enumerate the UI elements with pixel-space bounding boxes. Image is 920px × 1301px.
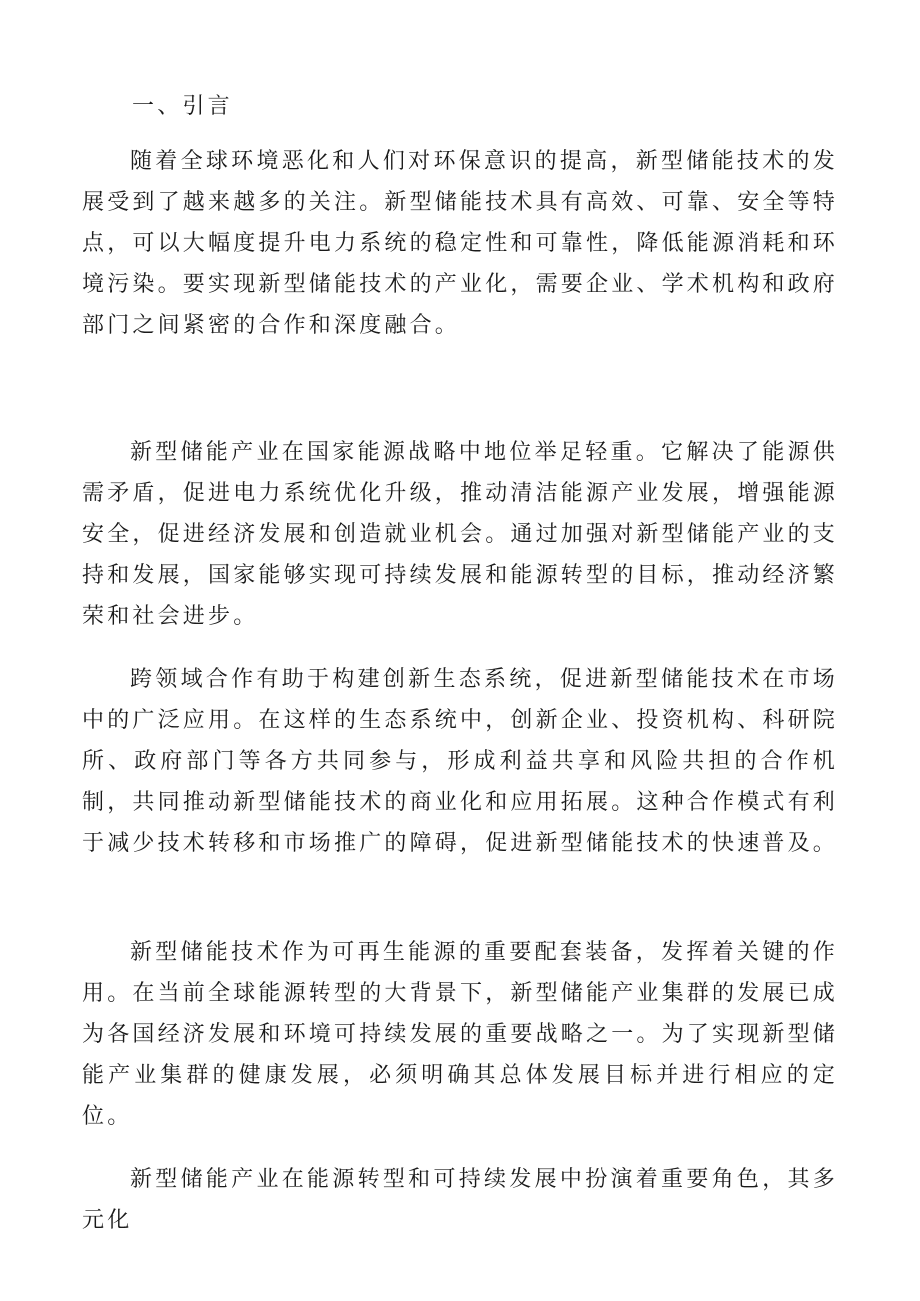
paragraph-5: 新型储能产业在能源转型和可持续发展中扮演着重要角色，其多元化 xyxy=(82,1167,838,1233)
paragraph-4: 新型储能技术作为可再生能源的重要配套装备，发挥着关键的作用。在当前全球能源转型的大背景下，新型储能产业集群的发展已成为各国经济发展和环境可持续发展的重要战略之一。为了实现新型储能产业集群的健康发展，必须明确其总体发展目标并进行相应的定位。 xyxy=(82,940,839,1129)
section-heading: 一、引言 xyxy=(132,94,233,119)
paragraph-1: 随着全球环境恶化和人们对环保意识的提高，新型储能技术的发展受到了越来越多的关注。新型储能技术具有高效、可靠、安全等特点，可以大幅度提升电力系统的稳定性和可靠性，降低能源消耗和环境污染。要实现新型储能技术的产业化，需要企业、学术机构和政府部门之间紧密的合作和深度融合。 xyxy=(82,149,839,338)
paragraph-3: 跨领域合作有助于构建创新生态系统，促进新型储能技术在市场中的广泛应用。在这样的生态系统中，创新企业、投资机构、科研院所、政府部门等各方共同参与，形成利益共享和风险共担的合作机制，共同推动新型储能技术的商业化和应用拓展。这种合作模式有利于减少技术转移和市场推广的障碍，促进新型储能技术的快速普及。 xyxy=(82,667,839,856)
paragraph-2: 新型储能产业在国家能源战略中地位举足轻重。它解决了能源供需矛盾，促进电力系统优化升级，推动清洁能源产业发展，增强能源安全，促进经济发展和创造就业机会。通过加强对新型储能产业的支持和发展，国家能够实现可持续发展和能源转型的目标，推动经济繁荣和社会进步。 xyxy=(82,440,839,629)
